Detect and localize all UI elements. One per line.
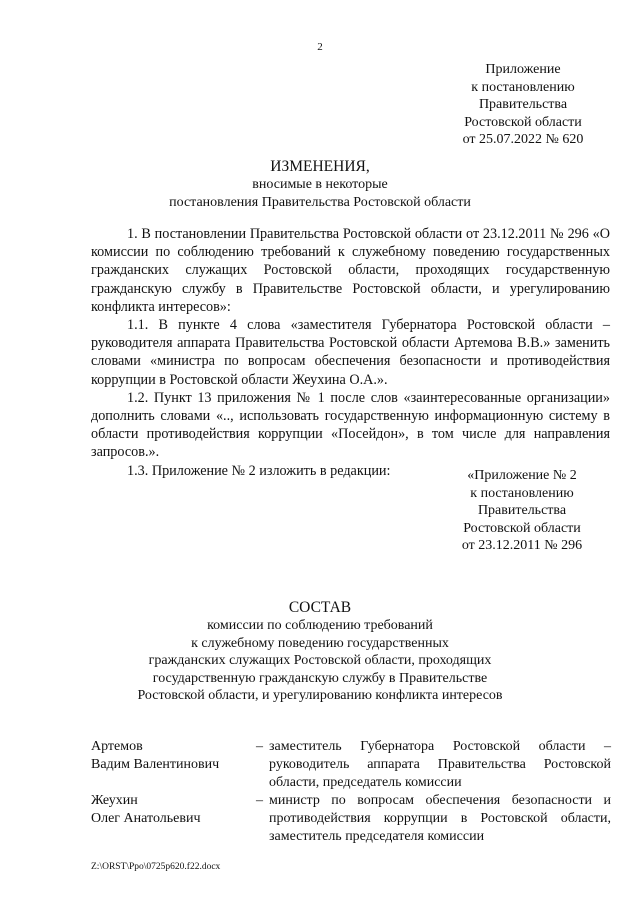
member-surname: Артемов bbox=[91, 739, 143, 754]
inner-appendix-header bbox=[446, 467, 598, 555]
member-role: министр по вопросам обеспечения безопасности и противодействия коррупции в Ростовской области, заместитель председателя комиссии bbox=[269, 793, 611, 844]
composition-line: к служебному поведению государственных bbox=[191, 635, 449, 651]
file-path-footer: Z:\ORST\Ppo\0725p620.f22.docx bbox=[91, 862, 221, 872]
member-name bbox=[91, 792, 256, 846]
composition-line: Ростовской области, и урегулированию конфликта интересов bbox=[137, 688, 503, 703]
changes-subtitle: вносимые в некоторые bbox=[252, 177, 388, 192]
composition-line: государственную гражданскую службу в Правительстве bbox=[152, 670, 488, 686]
member-row bbox=[91, 738, 611, 792]
appendix-line: «Приложение № 2 bbox=[467, 468, 577, 483]
paragraph: 1.1. В пункте 4 слова «заместителя Губернатора Ростовской области – руководителя аппарата Правительства Ростовской области Артемова В.В.» заменить словами «министра по вопросам обеспечения безопасности и противодействия коррупции в Ростовской области Жеухина О.А.». bbox=[91, 317, 610, 388]
appendix-line: к постановлению bbox=[470, 485, 574, 501]
changes-title-block bbox=[0, 157, 640, 211]
appendix-line: Ростовской области bbox=[463, 520, 581, 536]
composition-title-block bbox=[0, 598, 640, 705]
paragraph: 1. В постановлении Правительства Ростовской области от 23.12.2011 № 296 «О комиссии по соблюдению требований к служебному поведению государственных гражданских служащих Ростовской области, проходящих государственную гражданскую службу в Правительстве Ростовской области, и урегулированию конфликта интересов»: bbox=[91, 226, 610, 315]
page-number: 2 bbox=[317, 41, 323, 53]
paragraph: 1.2. Пункт 13 приложения № 1 после слов «заинтересованные организации» дополнить словами «.., использовать государственную информационную систему в области противодействия коррупции «Посейдон», в том числе для направления запросов.». bbox=[91, 389, 610, 461]
appendix-line: Правительства bbox=[478, 97, 568, 112]
member-row bbox=[91, 792, 611, 846]
member-dash: – bbox=[256, 793, 263, 808]
appendix-line: Ростовской области bbox=[464, 114, 582, 130]
composition-title: СОСТАВ bbox=[288, 599, 352, 616]
member-name bbox=[91, 738, 256, 792]
appendix-header bbox=[448, 61, 598, 149]
member-dash: – bbox=[256, 739, 263, 754]
changes-subtitle: постановления Правительства Ростовской области bbox=[169, 194, 471, 210]
members-list bbox=[91, 738, 611, 846]
appendix-line: к постановлению bbox=[471, 79, 575, 95]
member-role: заместитель Губернатора Ростовской области – руководитель аппарата Правительства Ростовской области, председатель комиссии bbox=[269, 739, 611, 790]
changes-title: ИЗМЕНЕНИЯ, bbox=[270, 158, 370, 175]
paragraph: 1.3. Приложение № 2 изложить в редакции: bbox=[127, 462, 391, 479]
composition-line: гражданских служащих Ростовской области, проходящих bbox=[148, 653, 492, 668]
member-given-name: Олег Анатольевич bbox=[91, 811, 201, 826]
member-surname: Жеухин bbox=[91, 793, 138, 808]
appendix-line: от 25.07.2022 № 620 bbox=[462, 132, 584, 147]
appendix-line: Приложение bbox=[485, 62, 561, 77]
composition-line: комиссии по соблюдению требований bbox=[207, 618, 433, 633]
member-given-name: Вадим Валентинович bbox=[91, 757, 220, 772]
appendix-line: Правительства bbox=[477, 503, 567, 518]
appendix-line: от 23.12.2011 № 296 bbox=[461, 538, 583, 553]
document-body bbox=[91, 225, 610, 480]
